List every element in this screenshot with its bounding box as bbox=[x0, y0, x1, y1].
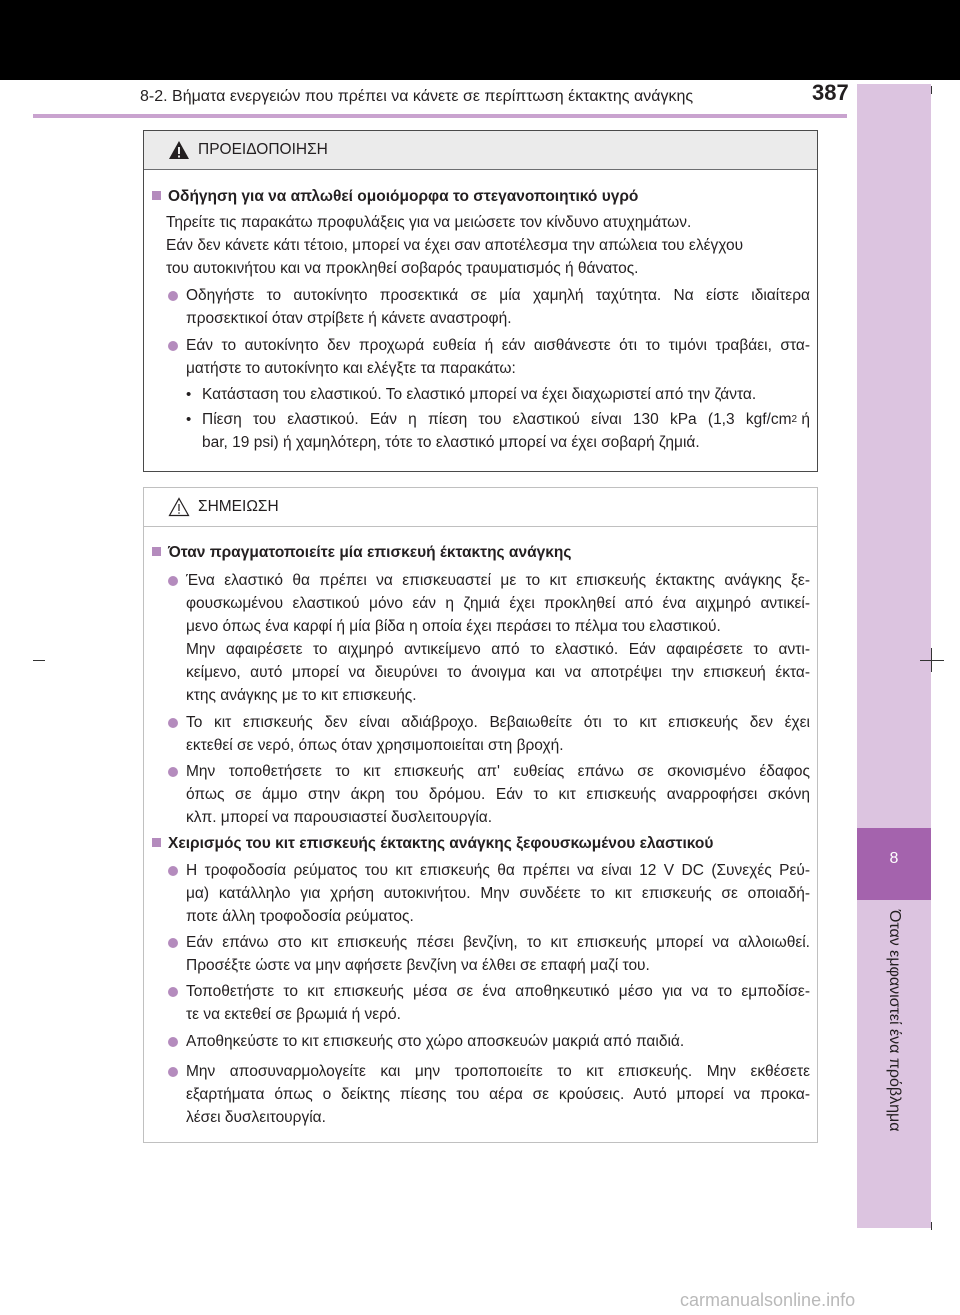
round-bullet-icon bbox=[168, 1037, 178, 1047]
note-item-3c: κλπ. μπορεί να παρουσιαστεί δυσλειτουργία. bbox=[186, 809, 493, 826]
note-heading-2-text: Χειρισμός του κιτ επισκευής έκτακτης ανάγκης ξεφουσκωμένου ελαστικού bbox=[168, 835, 714, 852]
warning-paragraph-1: Τηρείτε τις παρακάτω προφυλάξεις για να μειώσετε τον κίνδυνο ατυχημάτων. bbox=[166, 214, 692, 231]
note-item-7a: Αποθηκεύστε το κιτ επισκευής στο χώρο αποσκευών μακριά από παιδιά. bbox=[186, 1033, 685, 1050]
round-bullet-icon bbox=[168, 291, 178, 301]
warning-label: ΠΡΟΕΙΔΟΠΟΙΗΣΗ bbox=[198, 141, 328, 158]
crop-mark bbox=[33, 660, 45, 661]
section-header-title: 8-2. Βήματα ενεργειών που πρέπει να κάνετε σε περίπτωση έκτακτης ανάγκης bbox=[140, 88, 694, 105]
crop-mark bbox=[920, 660, 944, 661]
crop-mark bbox=[931, 648, 932, 672]
chapter-title-vertical bbox=[862, 910, 926, 1210]
footer-watermark: carmanualsonline.info bbox=[680, 1290, 856, 1310]
warning-paragraph-2b: του αυτοκινήτου και να προκληθεί σοβαρός τραυματισμός ή θάνατος. bbox=[166, 260, 639, 277]
superscript-2: 2 bbox=[791, 414, 798, 425]
page-number: 387 bbox=[812, 80, 849, 105]
round-bullet-icon bbox=[168, 718, 178, 728]
note-item-5a: Εάν επάνω στο κιτ επισκευής πέσει βενζίνη, το κιτ επισκευής μπορεί να αλλοιωθεί. bbox=[186, 934, 810, 951]
warning-bullet-1a: Οδηγήστε το αυτοκίνητο προσεκτικά σε μία χαμηλή ταχύτητα. Να είστε ιδιαίτερα bbox=[186, 287, 810, 304]
round-bullet-icon bbox=[168, 866, 178, 876]
top-black-bar bbox=[0, 0, 960, 80]
note-item-4a: Η τροφοδοσία ρεύματος του κιτ επισκευής θα πρέπει να είναι 12 V DC (Συνεχές Ρεύ- bbox=[186, 862, 810, 879]
header-rule bbox=[33, 114, 847, 118]
warning-sub-2b: bar, 19 psi) ή χαμηλότερη, τότε το ελαστικό μπορεί να έχει σοβαρή ζημιά. bbox=[202, 434, 700, 451]
warning-sub-2a-text: Πίεση του ελαστικού. Εάν η πίεση του ελαστικού είναι 130 kPa (1,3 kgf/cm bbox=[202, 411, 792, 428]
note-item-8b: εξαρτήματα όπως ο δείκτης πίεσης του αέρα σε κρούσεις. Αυτό μπορεί να προκα- bbox=[186, 1086, 810, 1103]
note-heading-1-text: Όταν πραγματοποιείτε μία επισκευή έκτακτης ανάγκης bbox=[168, 544, 572, 561]
warning-paragraph-2a: Εάν δεν κάνετε κάτι τέτοιο, μπορεί να έχει σαν αποτέλεσμα την απώλεια του ελέγχου bbox=[166, 237, 744, 254]
round-bullet-icon bbox=[168, 987, 178, 997]
warning-sub-1: Κατάσταση του ελαστικού. Το ελαστικό μπορεί να έχει διαχωριστεί από την ζάντα. bbox=[202, 386, 757, 403]
note-header bbox=[144, 488, 817, 527]
note-heading-2 bbox=[152, 832, 713, 856]
chapter-title-text: Όταν εμφανιστεί ένα πρόβλημα bbox=[886, 910, 903, 1132]
note-item-8a: Μην αποσυναρμολογείτε και μην τροποποιείτε το κιτ επισκευής. Μην εκθέσετε bbox=[186, 1063, 810, 1080]
crop-mark bbox=[931, 86, 932, 94]
warning-heading-text: Οδήγηση για να απλωθεί ομοιόμορφα το στεγανοποιητικό υγρό bbox=[168, 188, 639, 205]
note-item-6a: Τοποθετήστε το κιτ επισκευής μέσα σε ένα αποθηκευτικό μέσο για να το εμποδίσε- bbox=[186, 983, 810, 1000]
note-item-1e: κείμενο, αυτό μπορεί να διευρύνει το άνοιγμα και να αποτρέψει την επισκευή έκτα- bbox=[186, 664, 810, 681]
note-item-1c: μενο όπως ένα καρφί ή μία βίδα η οποία έχει περάσει το πέλμα του ελαστικού. bbox=[186, 618, 721, 635]
note-item-2a: Το κιτ επισκευής δεν είναι αδιάβροχο. Βεβαιωθείτε ότι το κιτ επισκευής δεν έχει bbox=[186, 714, 810, 731]
round-bullet-icon bbox=[168, 576, 178, 586]
warning-sub-2a-tail: ή bbox=[797, 411, 810, 428]
note-item-3b: όπως σε άμμο στην άκρη του δρόμου. Εάν το κιτ επισκευής αναρροφήσει σκόνη bbox=[186, 786, 810, 803]
warning-bullet-1b: προσεκτικοί όταν στρίβετε ή κάνετε αναστροφή. bbox=[186, 310, 512, 327]
note-item-4b: μα) κατάλληλο για χρήση αυτοκινήτου. Μην συνδέετε το κιτ επισκευής σε οποιαδή- bbox=[186, 885, 810, 902]
warning-bullet-2b: ματήστε το αυτοκίνητο και ελέγξτε τα παρακάτω: bbox=[186, 360, 516, 377]
note-item-1a: Ένα ελαστικό θα πρέπει να επισκευαστεί με το κιτ επισκευής έκτακτης ανάγκης ξε- bbox=[186, 572, 810, 589]
note-item-6b: τε να εκτεθεί σε βρωμιά ή νερό. bbox=[186, 1006, 401, 1023]
sub-bullet-icon: • bbox=[186, 411, 192, 428]
note-item-1b: φουσκωμένου ελαστικού μόνο εάν η ζημιά έχει προκληθεί από ένα αιχμηρό αντικεί- bbox=[186, 595, 810, 612]
sub-bullet-icon: • bbox=[186, 386, 192, 403]
warning-sub-2a bbox=[202, 408, 810, 432]
warning-header bbox=[144, 131, 817, 170]
crop-mark bbox=[931, 1222, 932, 1230]
warning-triangle-icon bbox=[168, 140, 190, 160]
note-label: ΣΗΜΕΙΩΣΗ bbox=[198, 498, 279, 515]
warning-heading bbox=[152, 185, 638, 209]
warning-bullet-2a: Εάν το αυτοκίνητο δεν προχωρά ευθεία ή εάν αισθάνεστε ότι το τιμόνι τραβάει, στα- bbox=[186, 337, 810, 354]
round-bullet-icon bbox=[168, 1067, 178, 1077]
note-item-8c: λέσει δυσλειτουργία. bbox=[186, 1109, 326, 1126]
square-bullet-icon bbox=[152, 838, 161, 847]
round-bullet-icon bbox=[168, 767, 178, 777]
caution-outline-triangle-icon bbox=[168, 497, 190, 517]
note-item-1d: Μην αφαιρέσετε το αιχμηρό αντικείμενο από το ελαστικό. Εάν αφαιρέσετε το αντι- bbox=[186, 641, 810, 658]
note-item-2b: εκτεθεί σε νερό, όπως όταν χρησιμοποιείται στη βροχή. bbox=[186, 737, 564, 754]
note-heading-1 bbox=[152, 541, 571, 565]
note-item-3a: Μην τοποθετήσετε το κιτ επισκευής απ' ευθείας επάνω σε σκονισμένο έδαφος bbox=[186, 763, 810, 780]
square-bullet-icon bbox=[152, 191, 161, 200]
note-item-5b: Προσέξτε ώστε να μην αφήσετε βενζίνη να έλθει σε επαφή μαζί του. bbox=[186, 957, 650, 974]
note-item-1f: κτης ανάγκης με το κιτ επισκευής. bbox=[186, 687, 417, 704]
note-item-4c: ποτε άλλη τροφοδοσία ρεύματος. bbox=[186, 908, 414, 925]
round-bullet-icon bbox=[168, 938, 178, 948]
chapter-number: 8 bbox=[889, 850, 899, 867]
round-bullet-icon bbox=[168, 341, 178, 351]
square-bullet-icon bbox=[152, 547, 161, 556]
